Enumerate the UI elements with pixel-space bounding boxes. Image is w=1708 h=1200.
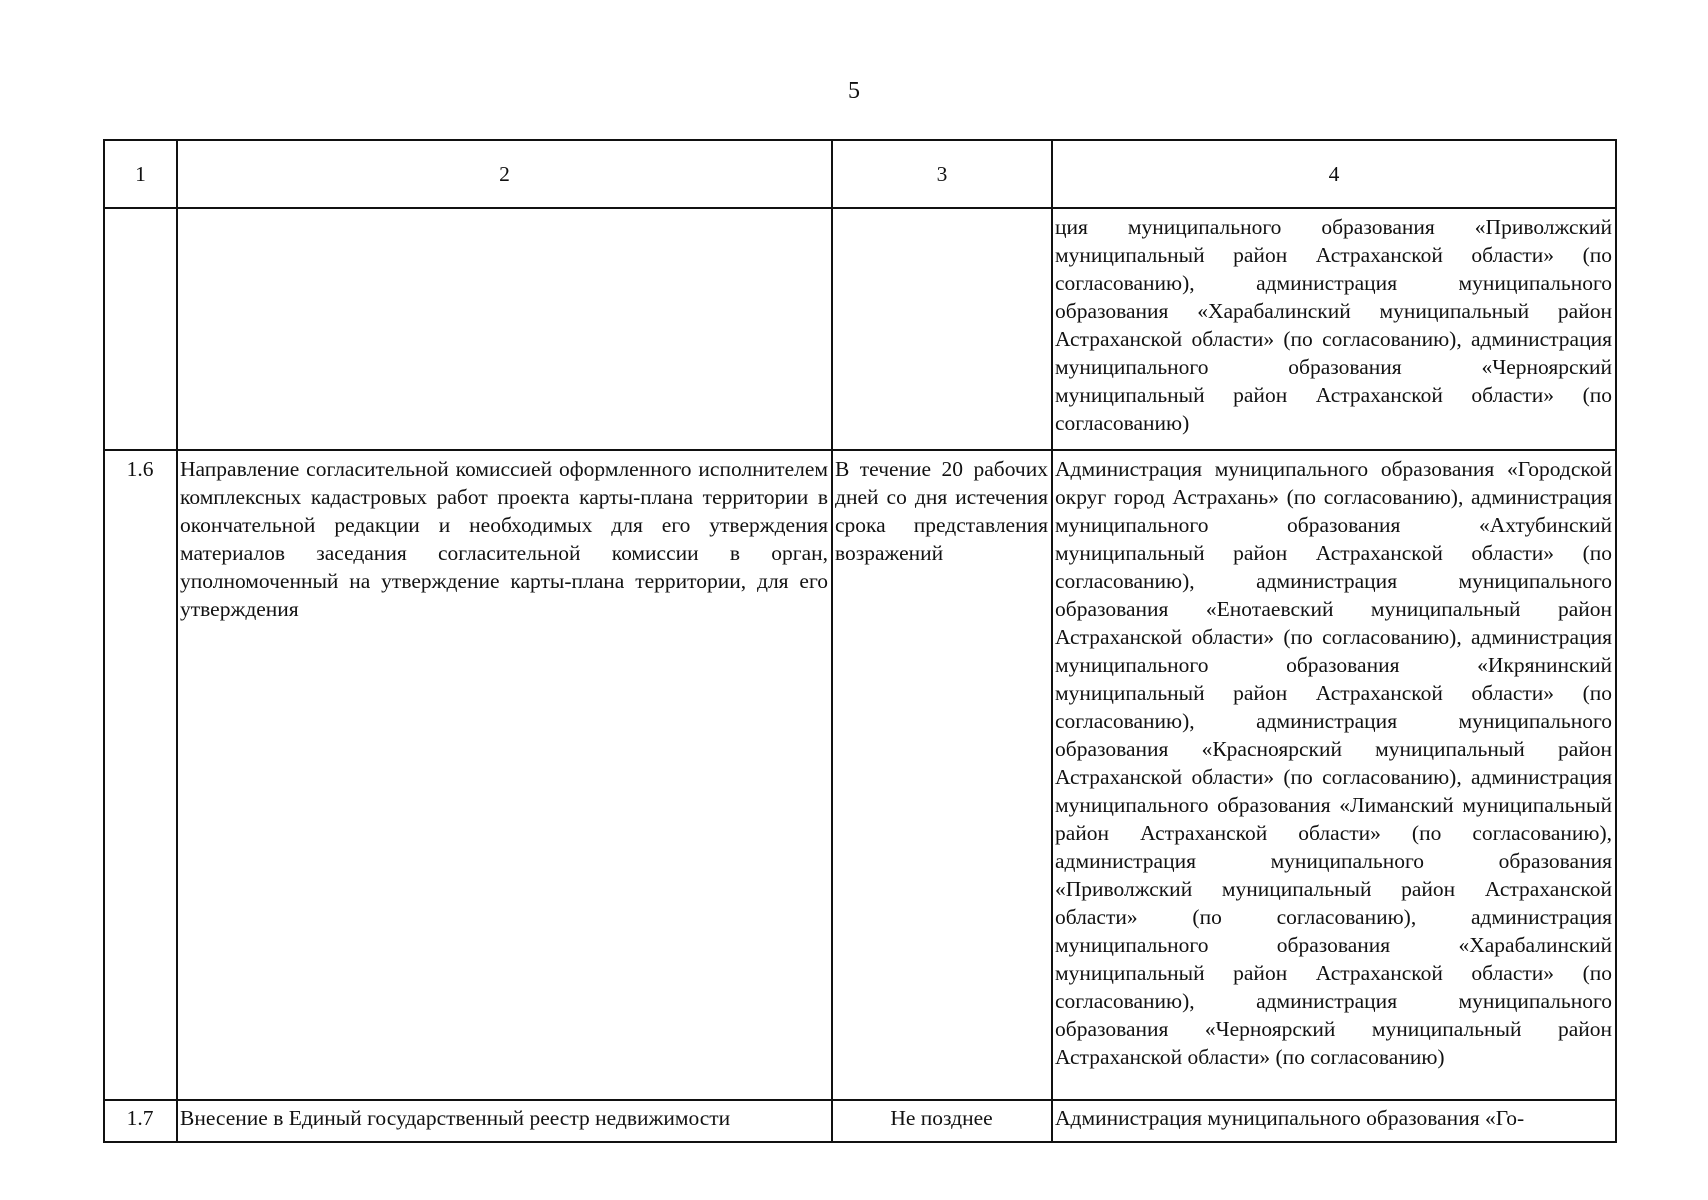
row-number-cell xyxy=(104,208,177,450)
column-header-3: 3 xyxy=(832,140,1052,208)
term-cell: Не позднее xyxy=(832,1100,1052,1142)
column-header-4: 4 xyxy=(1052,140,1616,208)
table-row xyxy=(104,450,1616,1100)
action-cell xyxy=(177,208,832,450)
action-cell: Внесение в Единый государственный реестр недвижимости xyxy=(177,1100,832,1142)
table-row xyxy=(104,208,1616,450)
action-cell: Направление согласительной комиссией оформленного исполнителем комплексных кадастровых работ проекта карты-плана территории в окончательной редакции и необходимых для его утверждения материалов заседания согласительной комиссии в орган, уполномоченный на утверждение карты-плана территории, для его утверждения xyxy=(177,450,832,1100)
responsible-cell: Администрация муниципального образования «Городской округ город Астрахань» (по согласованию), администрация муниципального образования «Ахтубинский муниципальный район Астраханской области» (по согласованию), администрация муниципального образования «Енотаевский муниципальный район Астраханской области» (по согласованию), администрация муниципального образования «Икрянинский муниципальный район Астраханской области» (по согласованию), администрация муниципального образования «Красноярский муниципальный район Астраханской области» (по согласованию), администрация муниципального образования «Лиманский муниципальный район Астраханской области» (по согласованию), администрация муниципального образования «Приволжский муниципальный район Астраханской области» (по согласованию), администрация муниципального образования «Харабалинский муниципальный район Астраханской области» (по согласованию), администрация муниципального образования «Черноярский муниципальный район Астраханской области» (по согласованию) xyxy=(1052,450,1616,1100)
term-cell xyxy=(832,208,1052,450)
column-header-1: 1 xyxy=(104,140,177,208)
column-header-2: 2 xyxy=(177,140,832,208)
page-number: 5 xyxy=(848,78,860,104)
schedule-table xyxy=(103,139,1617,1143)
responsible-cell: Администрация муниципального образования «Го- xyxy=(1052,1100,1616,1142)
row-number-cell: 1.6 xyxy=(104,450,177,1100)
row-number-cell: 1.7 xyxy=(104,1100,177,1142)
responsible-cell: ция муниципального образования «Приволжский муниципальный район Астраханской области» (по согласованию), администрация муниципального образования «Харабалинский муниципальный район Астраханской области» (по согласованию), администрация муниципального образования «Черноярский муниципальный район Астраханской области» (по согласованию) xyxy=(1052,208,1616,450)
table-header-row xyxy=(104,140,1616,208)
term-cell: В течение 20 рабочих дней со дня истечения срока представления возражений xyxy=(832,450,1052,1100)
table-row xyxy=(104,1100,1616,1142)
